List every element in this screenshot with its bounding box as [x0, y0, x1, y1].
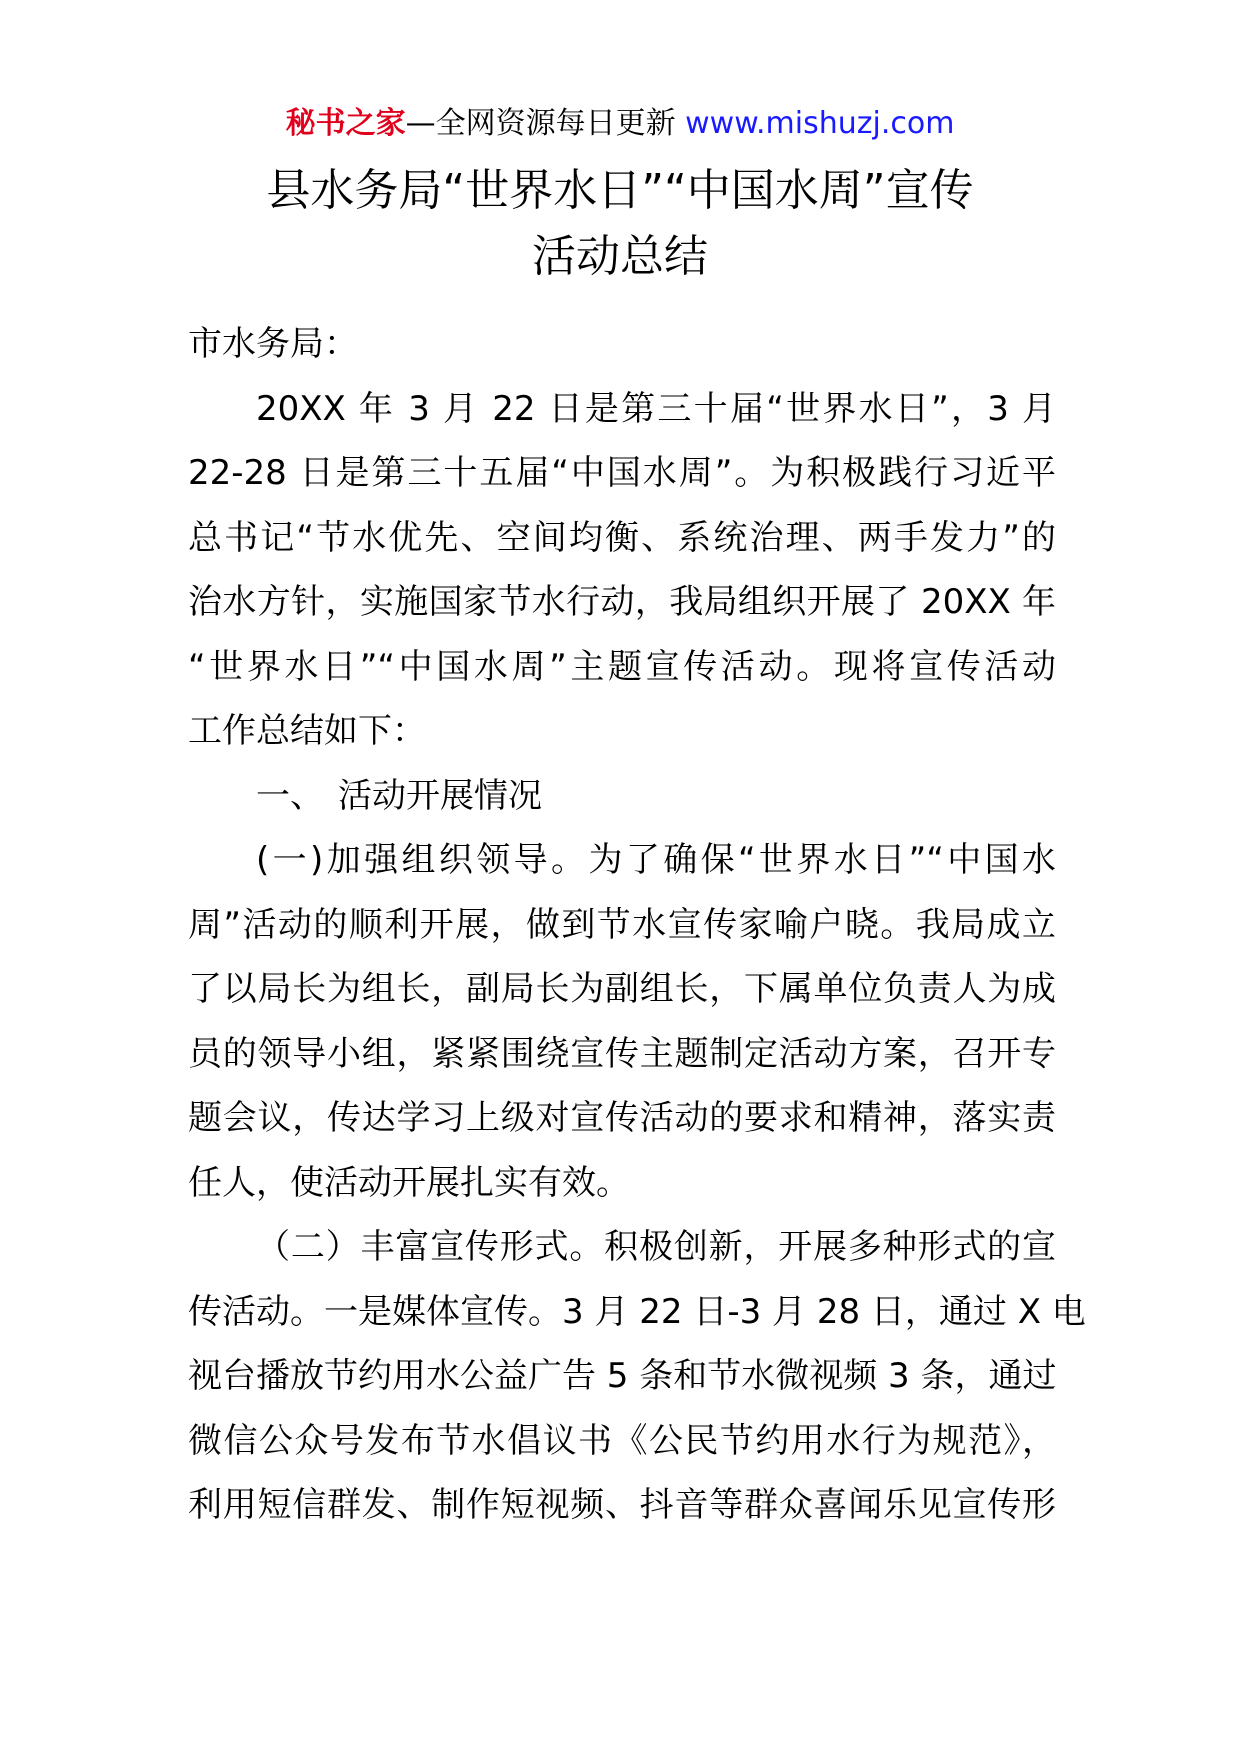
- site-name: 秘书之家: [285, 106, 406, 141]
- para2-line: （二）丰富宣传形式。积极创新，开展多种形式的宣: [256, 1227, 1056, 1267]
- para2-line: 利用短信群发、制作短视频、抖音等群众喜闻乐见宣传形: [188, 1485, 1056, 1525]
- para1-line: 任人，使活动开展扎实有效。: [188, 1162, 630, 1203]
- intro-line: 22-28 日是第三十五届“中国水周”。为积极践行习近平: [188, 453, 1056, 493]
- para1-line: 题会议，传达学习上级对宣传活动的要求和精神，落实责: [188, 1098, 1056, 1138]
- para1-line: 了以局长为组长，副局长为副组长，下属单位负责人为成: [188, 969, 1056, 1009]
- document-title-line-2: 活动总结: [532, 231, 708, 282]
- site-header: [0, 102, 1240, 146]
- document-title-line-1: 县水务局“世界水日”“中国水周”宣传: [266, 165, 974, 216]
- intro-line: 工作总结如下：: [188, 711, 426, 751]
- para1-line: (一)加强组织领导。为了确保“世界水日”“中国水: [256, 840, 1056, 880]
- document-body: [188, 312, 1086, 1538]
- para1-line: 周”活动的顺利开展，做到节水宣传家喻户晓。我局成立: [188, 904, 1056, 945]
- section-title: 活动开展情况: [338, 775, 542, 816]
- intro-line: 总书记“节水优先、空间均衡、系统治理、两手发力”的: [188, 517, 1056, 558]
- para2-line: 视台播放节约用水公益广告 5 条和节水微视频 3 条，通过: [188, 1356, 1057, 1396]
- section-heading: [188, 764, 1056, 829]
- intro-line: 20XX 年 3 月 22 日是第三十届“世界水日”，3 月: [256, 388, 1056, 429]
- section-number: 一、: [256, 775, 324, 816]
- para1-line: 员的领导小组，紧紧围绕宣传主题制定活动方案，召开专: [188, 1033, 1056, 1074]
- intro-line: “世界水日”“中国水周”主题宣传活动。现将宣传活动: [188, 646, 1056, 687]
- site-tagline: —全网资源每日更新: [405, 106, 686, 141]
- para2-line: 微信公众号发布节水倡议书《公民节约用水行为规范》，: [188, 1420, 1056, 1461]
- addressee: 市水务局：: [188, 324, 358, 364]
- site-url-link[interactable]: www.mishuzj.com: [685, 106, 955, 141]
- para2-line: 传活动。一是媒体宣传。3 月 22 日-3 月 28 日，通过 X 电: [188, 1291, 1086, 1332]
- intro-line: 治水方针，实施国家节水行动，我局组织开展了 20XX 年: [188, 582, 1056, 622]
